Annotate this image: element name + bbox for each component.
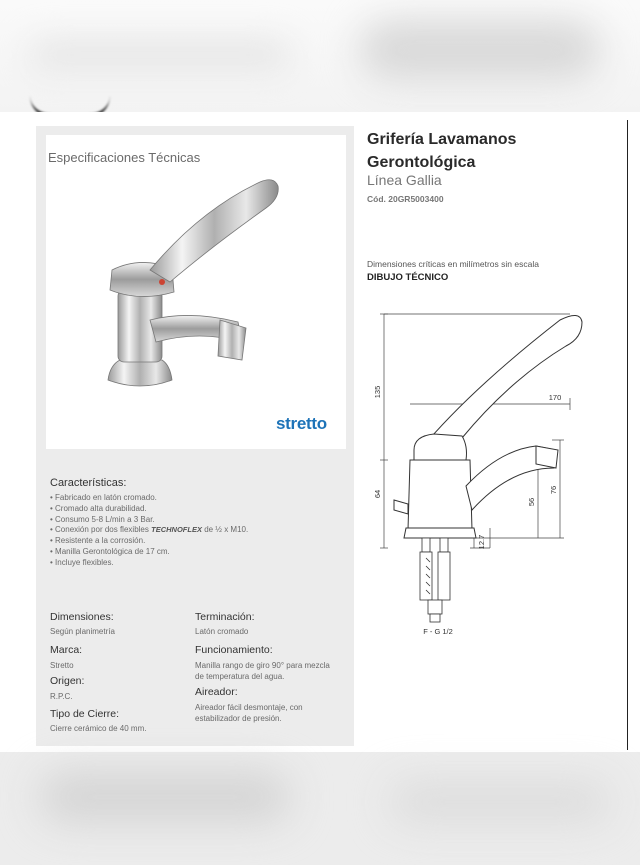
features-title: Características: [50, 477, 127, 489]
blurred-shape [40, 772, 290, 822]
page-edge-line [627, 120, 628, 750]
specs-title: Especificaciones Técnicas [48, 150, 201, 165]
dim-170: 170 [548, 393, 562, 402]
list-item: • Incluye flexibles. [50, 558, 248, 569]
list-item: • Resistente a la corrosión. [50, 536, 248, 547]
dimensiones-value: Según planimetría [50, 627, 115, 636]
origen-label: Origen: [50, 675, 85, 687]
funcionamiento-value: Manilla rango de giro 90° para mezcla de temperatura del agua. [195, 661, 330, 681]
dim-135: 135 [373, 385, 382, 399]
technoflex-brand: TECHNOFLEX [151, 525, 202, 535]
list-item: • Cromado alta durabilidad. [50, 504, 248, 515]
list-item: • Consumo 5-8 L/min a 3 Bar. [50, 515, 248, 526]
faucet-photo [90, 170, 310, 410]
terminacion-label: Terminación: [195, 611, 255, 623]
dimensions-note: Dimensiones críticas en milímetros sin escala [367, 259, 539, 269]
blurred-top-area [0, 0, 640, 112]
dim-56: 56 [527, 497, 536, 507]
list-item: • Conexión por dos flexibles TECHNOFLEX de ½ x M10. [50, 525, 248, 536]
product-line: Línea Gallia [367, 172, 442, 188]
aireador-label: Aireador: [195, 686, 238, 698]
dimensiones-label: Dimensiones: [50, 611, 114, 623]
blurred-shape [30, 40, 290, 70]
dim-76: 76 [549, 485, 558, 495]
drawing-title: DIBUJO TÉCNICO [367, 272, 449, 283]
marca-value: Stretto [50, 661, 74, 670]
terminacion-value: Latón cromado [195, 627, 249, 636]
product-title: Grifería Lavamanos Gerontológica [367, 131, 517, 171]
funcionamiento-label: Funcionamiento: [195, 644, 273, 656]
blurred-bottom-area [0, 752, 640, 865]
list-item: • Fabricado en latón cromado. [50, 493, 248, 504]
dim-64: 64 [373, 489, 382, 499]
product-code: Cód. 20GR5003400 [367, 194, 444, 204]
marca-label: Marca: [50, 644, 83, 656]
blurred-shape [390, 782, 610, 822]
technical-drawing [370, 300, 600, 650]
aireador-value: Aireador fácil desmontaje, con estabilizador de presión. [195, 703, 303, 723]
list-item: • Manilla Gerontológica de 17 cm. [50, 547, 248, 558]
features-list [50, 493, 248, 569]
cierre-value: Cierre cerámico de 40 mm. [50, 724, 147, 733]
cierre-label: Tipo de Cierre: [50, 708, 120, 720]
thread-spec: F - G 1/2 [423, 627, 453, 636]
stretto-logo: stretto [276, 414, 327, 433]
blurred-shape [360, 20, 600, 80]
dim-12-7: 12.7 [477, 534, 486, 550]
origen-value: R.P.C. [50, 692, 73, 701]
